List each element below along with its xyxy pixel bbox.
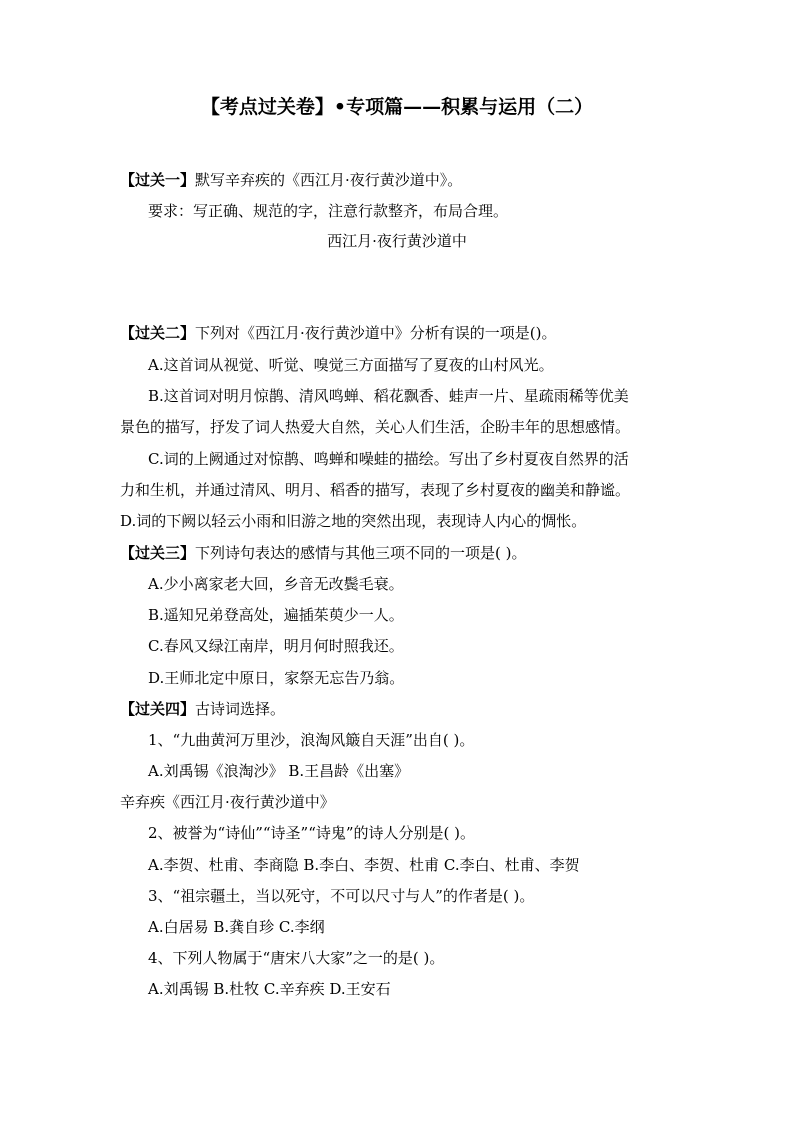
question-1-options-ab: A.刘禹锡《浪淘沙》 B.王昌龄《出塞》 xyxy=(148,762,410,780)
section-3-heading: 【过关三】 xyxy=(120,544,196,562)
section-4-heading: 【过关四】 xyxy=(120,700,196,718)
section-3-option-b: B.遥知兄弟登高处，遍插茱萸少一人。 xyxy=(148,606,404,624)
question-2-options: A.李贺、杜甫、李商隐 B.李白、李贺、杜甫 C.李白、杜甫、李贺 xyxy=(148,856,580,874)
question-3-options: A.白居易 B.龚自珍 C.李纲 xyxy=(148,918,325,936)
page-title: 【考点过关卷】•专项篇——积累与运用（二） xyxy=(200,96,594,118)
section-3-prompt xyxy=(120,543,527,563)
section-2-option-c-line2: 力和生机，并通过清风、明月、稻香的描写，表现了乡村夏夜的幽美和静谧。 xyxy=(120,481,631,499)
section-2-option-c-line1: C.词的上阙通过对惊鹊、鸣蝉和噪蛙的描绘。写出了乡村夏夜自然界的活 xyxy=(148,450,629,468)
question-3: 3、“祖宗疆土，当以死守，不可以尺寸与人”的作者是( )。 xyxy=(148,887,535,905)
section-1-text: 默写辛弃疾的《西江月·夜行黄沙道中》。 xyxy=(195,171,463,189)
section-3-text: 下列诗句表达的感情与其他三项不同的一项是( )。 xyxy=(195,544,527,562)
section-3-option-a: A.少小离家老大回，乡音无改鬓毛衰。 xyxy=(148,575,404,593)
section-3-option-d: D.王师北定中原日，家祭无忘告乃翁。 xyxy=(148,669,405,687)
poem-title: 西江月·夜行黄沙道中 xyxy=(327,232,467,250)
section-1-prompt xyxy=(120,170,462,190)
section-1-heading: 【过关一】 xyxy=(120,171,196,189)
section-4-prompt xyxy=(120,699,285,719)
section-2-option-a: A.这首词从视觉、听觉、嗅觉三方面描写了夏夜的山村风光。 xyxy=(148,356,554,374)
section-2-option-b-line2: 景色的描写，抒发了词人热爱大自然，关心人们生活，企盼丰年的思想感情。 xyxy=(120,418,631,436)
question-2: 2、被誉为“诗仙”“诗圣”“诗鬼”的诗人分别是( )。 xyxy=(148,824,476,842)
section-2-prompt xyxy=(120,323,557,343)
section-3-option-c: C.春风又绿江南岸，明月何时照我还。 xyxy=(148,637,404,655)
section-2-option-d: D.词的下阙以轻云小雨和旧游之地的突然出现，表现诗人内心的惆怅。 xyxy=(120,512,587,530)
section-1-requirement: 要求：写正确、规范的字，注意行款整齐，布局合理。 xyxy=(148,202,509,220)
question-4: 4、下列人物属于“唐宋八大家”之一的是( )。 xyxy=(148,949,445,967)
section-4-text: 古诗词选择。 xyxy=(195,700,286,718)
section-2-option-b-line1: B.这首词对明月惊鹊、清风鸣蝉、稻花飘香、蛙声一片、星疏雨稀等优美 xyxy=(148,387,629,405)
question-1: 1、“九曲黄河万里沙，浪淘风簸自天涯”出自( )。 xyxy=(148,731,475,749)
question-4-options: A.刘禹锡 B.杜牧 C.辛弃疾 D.王安石 xyxy=(148,980,391,998)
section-2-text: 下列对《西江月·夜行黄沙道中》分析有误的一项是()。 xyxy=(195,324,557,342)
question-1-option-c: 辛弃疾《西江月·夜行黄沙道中》 xyxy=(120,793,335,811)
section-2-heading: 【过关二】 xyxy=(120,324,196,342)
